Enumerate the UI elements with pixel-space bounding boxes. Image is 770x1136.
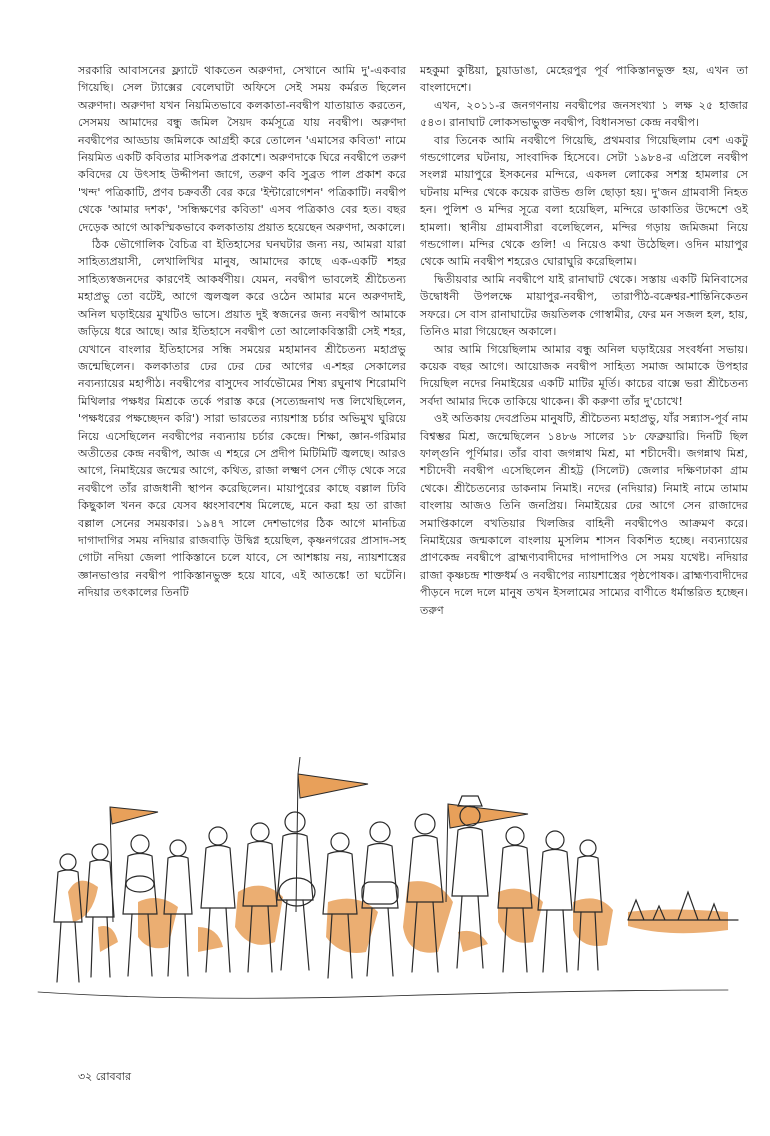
paragraph: সরকারি আবাসনের ফ্ল্যাটে থাকতেন অরুণদা, সেখানে আমি দু'-একবার গিয়েছি। সেল ট্যাক্সের বেলেঘাটা অফিসে সেই সময় কর্মরত ছিলেন অরুণদা। অরুণদা যখন নিয়মিতভাবে কলকাতা-নবদ্বীপ যাতায়াত করতেন, সেসময় আমাদের বন্ধু জমিল সৈয়দ কর্মসূত্রে যায় নবদ্বীপ। অরুণদা নবদ্বীপের আড্ডায় জমিলকে আগ্রহী করে তোলেন 'এমাসের কবিতা' নামে নিয়মিত একটি কবিতার মাসিকপত্র প্রকাশে। অরুণদাকে ঘিরে নবদ্বীপে তরুণ কবিদের যে উৎসাহ উদ্দীপনা জাগে, তরুণ কবি সুব্রত পাল প্রকাশ করে 'খন্দ' পত্রিকাটি, প্রণব চক্রবর্তী বের করে 'ইন্টারোগেশন' পত্রিকাটি। নবদ্বীপ থেকে 'আমার দশক', 'সন্ধিক্ষণের কবিতা' এসব পত্রিকাও বের হত। বছর দেড়েক আগে আকস্মিকভাবে কলকাতায় প্রয়াত হয়েছেন অরুণদা, অকালে।	[78, 64, 406, 234]
paragraph: আর আমি গিয়েছিলাম আমার বন্ধু অনিল ঘড়াইয়ের সংবর্ধনা সভায়। কয়েক বছর আগে। আয়োজক নবদ্বীপ সাহিত্য সমাজ আমাকে উপহার দিয়েছিল নদের নিমাইয়ের একটি মাটির মূর্তি। কাচের বাক্সে ভরা শ্রীচৈতন্য সর্বদা আমার দিকে তাকিয়ে থাকেন। কী করুণা তাঁর দু'চোখে!	[420, 342, 748, 408]
paragraph: বার তিনেক আমি নবদ্বীপে গিয়েছি, প্রথমবার গিয়েছিলাম বেশ একটু গন্ডগোলের ঘটনায়, সাংবাদিক হিসেবে। সেটা ১৯৮৪-র এপ্রিলে নবদ্বীপ সংলগ্ন মায়াপুরে ইসকনের মন্দিরে, একদল লোকের সশস্ত্র হামলার সে ঘটনায় মন্দির থেকে কয়েক রাউন্ড গুলি ছোড়া হয়। দু'জন গ্রামবাসী নিহত হন। পুলিশ ও মন্দির সূত্রে বলা হয়েছিল, মন্দিরে ডাকাতির উদ্দেশে ওই হামলা। স্থানীয় গ্রামবাসীরা বলেছিলেন, মন্দির গড়ায় জমিজমা নিয়ে গন্ডগোল। মন্দির থেকে গুলি! এ নিয়েও কথা উঠেছিল। ওদিন মায়াপুর থেকে আমি নবদ্বীপ শহরেও ঘোরাঘুরি করেছিলাম।	[420, 133, 748, 269]
paragraph: এখন, ২০১১-র জনগণনায় নবদ্বীপের জনসংখ্যা ১ লক্ষ ২৫ হাজার ৫৪৩। রানাঘাট লোকসভাভুক্ত নবদ্বীপ, বিধানসভা কেন্দ্র নবদ্বীপ।	[420, 98, 748, 130]
right-text-column	[420, 62, 748, 619]
flags	[110, 757, 528, 922]
procession-illustration	[28, 752, 744, 1032]
left-text-column	[78, 62, 406, 602]
paragraph: ওই অতিকায় দেবপ্রতিম মানুষটি, শ্রীচৈতন্য মহাপ্রভু, যাঁর সন্ন্যাস-পূর্ব নাম বিশ্বম্ভর মিশ্র, জন্মেছিলেন ১৪৮৬ সালের ১৮ ফেব্রুয়ারি। দিনটি ছিল ফাল্গুনি পূর্ণিমার। তাঁর বাবা জগন্নাথ মিশ্র, মা শচীদেবী। জগন্নাথ মিশ্র, শচীদেবী নবদ্বীপ এসেছিলেন শ্রীহট্ট (সিলেট) জেলার দক্ষিণঢাকা গ্রাম থেকে। শ্রীচৈতন্যের ডাকনাম নিমাই। নদের (নদিয়ার) নিমাই নামে তামাম বাংলায় আজও তিনি জনপ্রিয়। নিমাইয়ের ঢের আগে সেন রাজাদের সমাপ্তিকালে বখতিয়ার খিলজির বাহিনী নবদ্বীপেও আক্রমণ করে। নিমাইয়ের জন্মকালে বাংলায় মুসলিম শাসন বিকশিত হচ্ছে। নব্যন্যায়ের প্রাণকেন্দ্র নবদ্বীপে ব্রাহ্মণ্যবাদীদের দাপাদাপিও সে সময় যথেষ্ট। নদিয়ার রাজা কৃষ্ণচন্দ্র শাক্তধর্ম ও নবদ্বীপের ন্যায়শাস্ত্রের পৃষ্ঠপোষক। ব্রাহ্মণ্যবাদীদের পীড়নে দলে দলে মানুষ তখন ইসলামের সাম্যের বাণীতে ধর্মান্তরিত হচ্ছেন। তরুণ	[420, 412, 748, 617]
paragraph: ঠিক ভৌগোলিক বৈচিত্র বা ইতিহাসের ঘনঘটার জন্য নয়, আমরা যারা সাহিত্যপ্রয়াসী, লেখালিখির মানুষ, আমাদের কাছে এক-একটি শহর সাহিত্যস্বজনদের কারণেই আকর্ষণীয়। যেমন, নবদ্বীপ ভাবলেই শ্রীচৈতন্য মহাপ্রভু তো বটেই, আগে জ্বলজ্বল করে ওঠেন আমার মনে অরুণদাই, অনিল ঘড়াইয়ের মুখটিও ভাসে। প্রয়াত দুই স্বজনের জন্য নবদ্বীপ আমাকে জড়িয়ে ধরে আছে। আর ইতিহাসে নবদ্বীপ তো আলোকবিস্তারী সেই শহর, যেখানে বাংলার ইতিহাসের সন্ধি সময়ের মহামানব শ্রীচৈতন্য মহাপ্রভু জন্মেছিলেন। কলকাতার ঢের ঢের ঢের আগের এ-শহর সেকালের নব্যন্যায়ের মহাপীঠ। নবদ্বীপের বাসুদেব সার্বভৌমের শিষ্য রঘুনাথ শিরোমণি মিথিলার পক্ষধর মিশ্রকে তর্কে পরাস্ত করে (সত্যেন্দ্রনাথ দত্ত লিখেছিলেন, 'পক্ষধরের পক্ষচ্ছেদন করি') সারা ভারতের ন্যায়শাস্ত্র চর্চার অভিমুখ ঘুরিয়ে নিয়ে এসেছিলেন নবদ্বীপের নব্যন্যায় চর্চার কেন্দ্রে। শিক্ষা, জ্ঞান-গরিমার অতীতের কেন্দ্র নবদ্বীপ, আজ এ শহরে সে প্রদীপ মিটিমিটি জ্বলছে। আরও আগে, নিমাইয়ের জন্মের আগে, কথিত, রাজা লক্ষ্মণ সেন গৌড় থেকে সরে নবদ্বীপে তাঁর রাজধানী স্থাপন করেছিলেন। মায়াপুরের কাছে বল্লাল ঢিবি কিছুকাল খনন করে যেসব ধ্বংসাবশেষ মিলেছে, মনে করা হয় তা রাজা বল্লাল সেনের সময়কার। ১৯৪৭ সালে দেশভাগের ঠিক আগে মানচিত্র দাগাদাগির সময় নদিয়ার রাজবাড়ি উদ্বিগ্ন হয়েছিল, কৃষ্ণনগরের প্রাসাদ-সহ গোটা নদিয়া জেলা পাকিস্তানে চলে যাবে, সে আশঙ্কায় নয়, ন্যায়শাস্ত্রের জ্ঞানভাণ্ডার নবদ্বীপ পাকিস্তানভুক্ত হয়ে যাবে, এই আতঙ্কে! তা ঘটেনি। নদিয়ার তৎকালের তিনটি	[78, 238, 406, 600]
paragraph: মহকুমা কুষ্টিয়া, চুয়াডাঙা, মেহেরপুর পূর্ব পাকিস্তানভুক্ত হয়, এখন তা বাংলাদেশে।	[420, 64, 748, 95]
paragraph: দ্বিতীয়বার আমি নবদ্বীপে যাই রানাঘাট থেকে। সস্তায় একটি মিনিবাসের উদ্বোধনী উপলক্ষে মায়াপুর-নবদ্বীপ, তারাপীঠ-বক্রেশ্বর-শান্তিনিকেতন সফরে। সে বাস রানাঘাটের জয়তিলক গোস্বামীর, ফের মন সজল হল, হায়, তিনিও মারা গিয়েছেন অকালে।	[420, 272, 748, 339]
page-folio: ৩২ রোববার	[78, 1070, 131, 1083]
figures	[38, 796, 738, 998]
